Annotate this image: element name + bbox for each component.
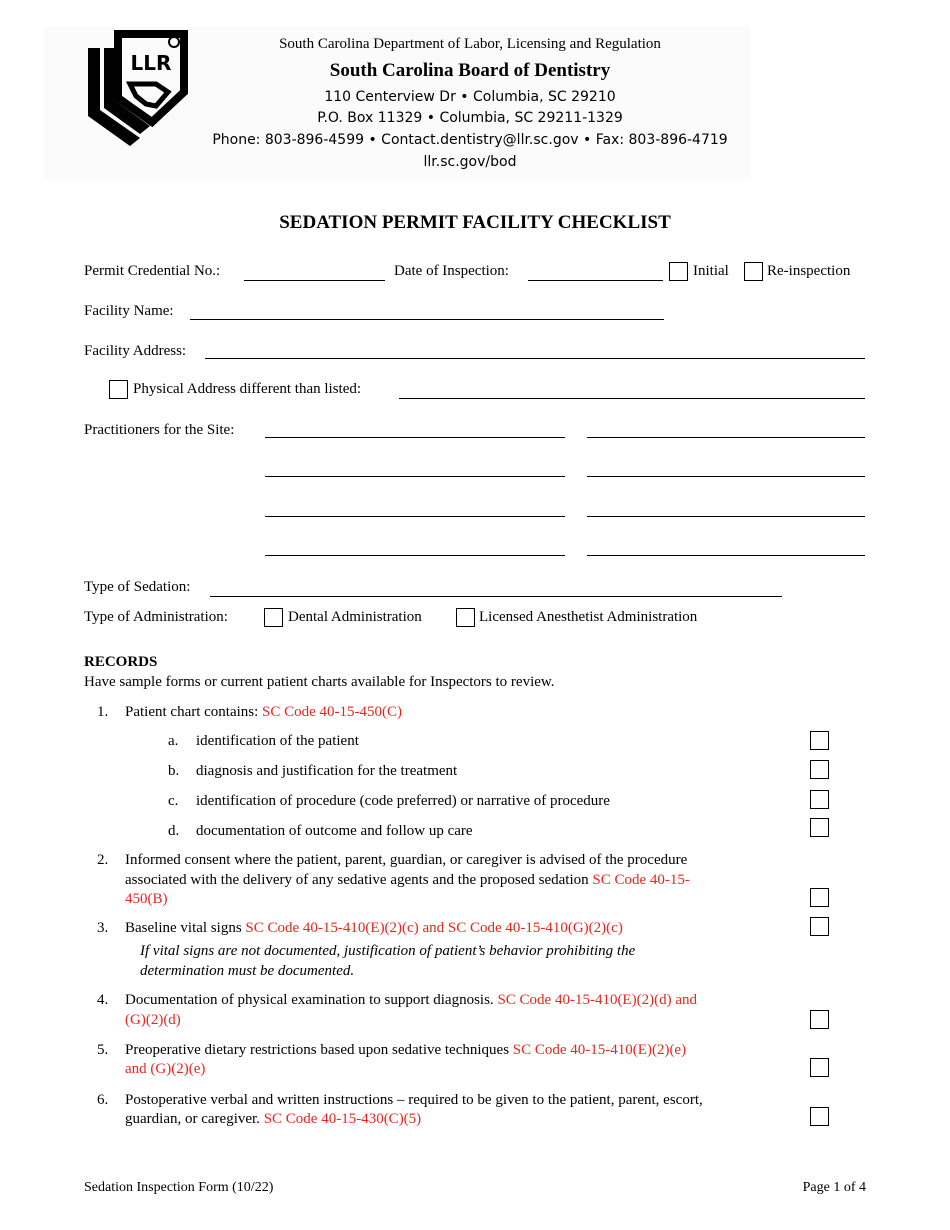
sub-item-text: identification of procedure (code preferred) or narrative of procedure xyxy=(196,793,610,809)
item-1c-checkbox[interactable] xyxy=(810,790,829,809)
item-1d-checkbox[interactable] xyxy=(810,818,829,837)
code-reference: 450(B) xyxy=(125,891,168,907)
practitioners-label: Practitioners for the Site: xyxy=(84,422,235,438)
initial-label: Initial xyxy=(693,263,729,279)
footer-page-number: Page 1 of 4 xyxy=(802,1180,866,1195)
item-number: 3. xyxy=(97,920,109,936)
code-reference: and (G)(2)(e) xyxy=(125,1061,206,1077)
item-number: 1. xyxy=(97,704,109,720)
item-5-text: Preoperative dietary restrictions based upon sedative techniques SC Code 40-15-410(E)(2)(e) xyxy=(125,1042,687,1058)
code-reference: SC Code 40-15-450(C) xyxy=(262,704,403,720)
page-title: SEDATION PERMIT FACILITY CHECKLIST xyxy=(279,212,671,233)
logo-text: LLR xyxy=(130,51,172,75)
practitioner-field[interactable] xyxy=(265,476,565,477)
licensed-anesthetist-checkbox[interactable] xyxy=(456,608,475,627)
practitioner-field[interactable] xyxy=(587,437,865,438)
type-of-sedation-label: Type of Sedation: xyxy=(84,579,191,595)
permit-credential-field[interactable] xyxy=(244,280,385,281)
facility-address-field[interactable] xyxy=(205,358,865,359)
code-reference: SC Code 40-15-410(E)(2)(e) xyxy=(512,1042,687,1058)
address-line-1: 110 Centerview Dr • Columbia, SC 29210 xyxy=(324,89,616,105)
facility-address-label: Facility Address: xyxy=(84,343,187,359)
dental-administration-label: Dental Administration xyxy=(288,609,422,625)
code-reference: SC Code 40-15-410(E)(2)(c) and SC Code 40-15-410(G)(2)(c) xyxy=(245,920,623,936)
website: llr.sc.gov/bod xyxy=(423,154,517,170)
board-name: South Carolina Board of Dentistry xyxy=(329,60,611,81)
item-3-checkbox[interactable] xyxy=(810,917,829,936)
practitioner-field[interactable] xyxy=(265,555,565,556)
licensed-anesthetist-label: Licensed Anesthetist Administration xyxy=(479,609,698,625)
sub-item-text: diagnosis and justification for the treatment xyxy=(196,763,458,779)
item-2-line-1: Informed consent where the patient, parent, guardian, or caregiver is advised of the procedure xyxy=(125,852,688,868)
type-of-administration-label: Type of Administration: xyxy=(84,609,228,625)
item-5-checkbox[interactable] xyxy=(810,1058,829,1077)
item-2-checkbox[interactable] xyxy=(810,888,829,907)
sub-item-text: identification of the patient xyxy=(196,733,359,749)
item-4-checkbox[interactable] xyxy=(810,1010,829,1029)
practitioner-field[interactable] xyxy=(587,516,865,517)
item-6-line-2: guardian, or caregiver. SC Code 40-15-430(C)(5) xyxy=(125,1111,422,1127)
item-3-text: Baseline vital signs SC Code 40-15-410(E)(2)(c) and SC Code 40-15-410(G)(2)(c) xyxy=(125,920,623,936)
date-of-inspection-label: Date of Inspection: xyxy=(394,263,509,279)
item-number: 6. xyxy=(97,1092,109,1108)
item-number: 4. xyxy=(97,992,109,1008)
item-3-note: If vital signs are not documented, justification of patient’s behavior prohibiting the xyxy=(140,943,636,959)
permit-credential-label: Permit Credential No.: xyxy=(84,263,221,279)
date-of-inspection-field[interactable] xyxy=(528,280,663,281)
item-1b-checkbox[interactable] xyxy=(810,760,829,779)
item-3-note: determination must be documented. xyxy=(140,963,355,979)
facility-name-field[interactable] xyxy=(190,319,664,320)
practitioner-field[interactable] xyxy=(587,555,865,556)
item-1-text: Patient chart contains: SC Code 40-15-450(C) xyxy=(125,704,403,720)
department-name: South Carolina Department of Labor, Licensing and Regulation xyxy=(279,36,661,52)
initial-checkbox[interactable] xyxy=(669,262,688,281)
sub-item-text: documentation of outcome and follow up care xyxy=(196,823,473,839)
item-2-line-2: associated with the delivery of any sedative agents and the proposed sedation SC Code 40-15- xyxy=(125,872,690,888)
physical-address-field[interactable] xyxy=(399,398,865,399)
physical-address-checkbox[interactable] xyxy=(109,380,128,399)
practitioner-field[interactable] xyxy=(587,476,865,477)
item-4-text: Documentation of physical examination to support diagnosis. SC Code 40-15-410(E)(2)(d) and xyxy=(125,992,697,1008)
sub-item-letter: d. xyxy=(168,823,180,839)
practitioner-field[interactable] xyxy=(265,516,565,517)
item-number: 5. xyxy=(97,1042,109,1058)
dental-administration-checkbox[interactable] xyxy=(264,608,283,627)
code-reference: SC Code 40-15- xyxy=(592,872,690,888)
sub-item-letter: a. xyxy=(168,733,179,749)
sub-item-letter: b. xyxy=(168,763,180,779)
address-line-2: P.O. Box 11329 • Columbia, SC 29211-1329 xyxy=(317,110,623,126)
contact-line: Phone: 803-896-4599 • Contact.dentistry@llr.sc.gov • Fax: 803-896-4719 xyxy=(212,132,728,148)
item-6-checkbox[interactable] xyxy=(810,1107,829,1126)
records-heading: RECORDS xyxy=(84,654,158,670)
physical-address-label: Physical Address different than listed: xyxy=(133,381,362,397)
reinspection-label: Re-inspection xyxy=(767,263,851,279)
records-intro: Have sample forms or current patient charts available for Inspectors to review. xyxy=(84,674,555,690)
reinspection-checkbox[interactable] xyxy=(744,262,763,281)
code-reference: (G)(2)(d) xyxy=(125,1012,181,1028)
facility-name-label: Facility Name: xyxy=(84,303,174,319)
footer-form-id: Sedation Inspection Form (10/22) xyxy=(84,1180,274,1195)
item-6-line-1: Postoperative verbal and written instructions – required to be given to the patient, parent, escort, xyxy=(125,1092,703,1108)
item-number: 2. xyxy=(97,852,109,868)
code-reference: SC Code 40-15-410(E)(2)(d) and xyxy=(497,992,697,1008)
item-1a-checkbox[interactable] xyxy=(810,731,829,750)
llr-logo xyxy=(84,28,190,152)
code-reference: SC Code 40-15-430(C)(5) xyxy=(263,1111,422,1127)
practitioner-field[interactable] xyxy=(265,437,565,438)
sub-item-letter: c. xyxy=(168,793,179,809)
type-of-sedation-field[interactable] xyxy=(210,596,782,597)
